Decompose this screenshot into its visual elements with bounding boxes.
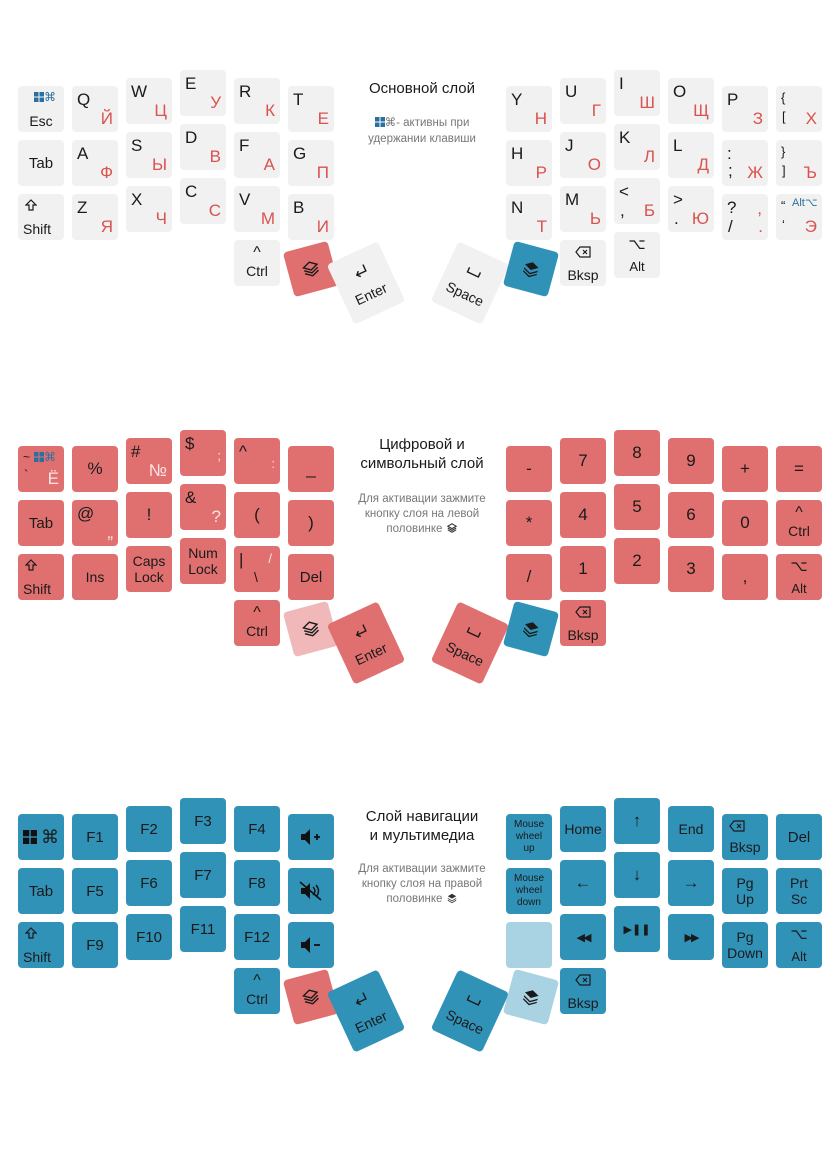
key-f10[interactable]: F10 [126,914,172,960]
backspace-icon [729,820,745,832]
layers-icon [446,522,458,534]
key-end[interactable]: End [668,806,714,852]
key-r[interactable]: R К [234,78,280,124]
layers-icon [446,892,458,904]
play-pause-icon: ▶❚❚ [623,923,651,936]
key-5[interactable]: 5 [614,484,660,530]
key-play-pause[interactable] [614,906,660,952]
key-f1[interactable]: F1 [72,814,118,860]
arrow-right-icon: → [682,873,700,892]
key-win[interactable] [18,814,64,860]
key-hash[interactable]: # № [126,438,172,484]
fast-forward-icon: ▶▶ [684,931,698,944]
layers-icon [519,985,543,1009]
ctrl-icon: ^ [253,604,261,621]
command-icon: ⌘ [44,450,56,464]
key-arrow-up[interactable] [614,798,660,844]
key-asterisk[interactable]: * [506,500,552,546]
key-mouse-wheel-up[interactable]: Mouse wheel up [506,814,552,860]
key-empty[interactable] [506,922,552,968]
key-insert[interactable]: Ins [72,554,118,600]
key-comma[interactable]: , [722,554,768,600]
key-arrow-left[interactable] [560,860,606,906]
key-caret[interactable]: ^ : [234,438,280,484]
layer-title: Цифровой и символьный слой [360,436,484,472]
key-left-paren[interactable]: ( [234,492,280,538]
key-bksp[interactable]: Bksp [560,240,606,286]
key-space[interactable]: Space [431,969,510,1052]
key-k[interactable]: K Л [614,124,660,170]
rewind-icon: ◀◀ [576,931,590,944]
key-delete[interactable]: Del [776,814,822,860]
key-bksp[interactable]: Bksp [560,968,606,1014]
key-tab[interactable]: Tab [18,500,64,546]
key-f5[interactable]: F5 [72,868,118,914]
key-shift[interactable]: Shift [18,554,64,600]
key-b[interactable]: B И [288,194,334,240]
key-page-up[interactable]: Pg Up [722,868,768,914]
ctrl-icon: ^ [253,972,261,989]
key-comma[interactable]: < , Б [614,178,660,224]
key-z[interactable]: Z Я [72,194,118,240]
key-arrow-down[interactable] [614,852,660,898]
key-at[interactable]: @ „ [72,500,118,546]
key-a[interactable]: A Ф [72,140,118,186]
space-icon [466,266,482,279]
backspace-icon [575,246,591,258]
key-f9[interactable]: F9 [72,922,118,968]
shift-icon [25,199,37,211]
key-esc[interactable]: ⌘ Esc [18,86,64,132]
key-tab[interactable]: Tab [18,140,64,186]
key-o[interactable]: O Щ [668,78,714,124]
key-f2[interactable]: F2 [126,806,172,852]
key-2[interactable]: 2 [614,538,660,584]
key-plus[interactable]: + [722,446,768,492]
key-l[interactable]: L Д [668,132,714,178]
key-0[interactable]: 0 [722,500,768,546]
key-quote[interactable]: “ Alt⌥ ‘ Э [776,194,822,240]
key-space[interactable]: Space [431,241,510,324]
key-rewind[interactable] [560,914,606,960]
key-equals[interactable]: = [776,446,822,492]
layer-symbols [0,360,840,690]
key-alt[interactable]: ⌥ Alt [776,554,822,600]
layer-note: Для активации зажмите кнопку слоя на правой половинке [358,863,486,905]
space-icon [466,626,482,639]
key-v[interactable]: V М [234,186,280,232]
layer-title: Основной слой [368,80,476,97]
key-tilde[interactable]: ~ ⌘ ` Ё [18,446,64,492]
key-f8[interactable]: F8 [234,860,280,906]
layers-icon [299,617,323,641]
layer-navigation [0,728,840,1058]
key-j[interactable]: J О [560,132,606,178]
backspace-icon [575,606,591,618]
key-t[interactable]: T Е [288,86,334,132]
key-right-paren[interactable]: ) [288,500,334,546]
key-f[interactable]: F А [234,132,280,178]
key-underscore[interactable]: _ [288,446,334,492]
key-u[interactable]: U Г [560,78,606,124]
key-tab[interactable]: Tab [18,868,64,914]
windows-icon [23,830,37,844]
key-x[interactable]: X Ч [126,186,172,232]
layer-note: Для активации зажмите кнопку слоя на левой половинке [358,493,486,535]
key-f7[interactable]: F7 [180,852,226,898]
key-g[interactable]: G П [288,140,334,186]
key-fast-forward[interactable] [668,914,714,960]
arrow-down-icon: ↓ [632,865,642,884]
key-8[interactable]: 8 [614,430,660,476]
enter-icon [351,262,371,281]
key-layer-right[interactable] [503,969,559,1025]
key-s[interactable]: S Ы [126,132,172,178]
option-icon: ⌥ [628,236,646,253]
command-icon: ⌘ [44,90,56,104]
key-volume-up[interactable] [288,814,334,860]
enter-icon [351,990,371,1009]
key-slash[interactable]: ? / , . [722,194,768,240]
arrow-up-icon: ↑ [632,811,642,830]
key-percent[interactable]: % [72,446,118,492]
key-ampersand[interactable]: & ? [180,484,226,530]
key-y[interactable]: Y Н [506,86,552,132]
backspace-icon [575,974,591,986]
key-exclamation[interactable]: ! [126,492,172,538]
key-home[interactable]: Home [560,806,606,852]
ctrl-icon: ^ [795,504,803,521]
layers-icon [299,985,323,1009]
key-page-down[interactable]: Pg Down [722,922,768,968]
enter-icon [351,622,371,641]
key-6[interactable]: 6 [668,492,714,538]
mute-icon [299,881,323,901]
key-bracket[interactable]: { [ Х [776,86,822,132]
key-mute[interactable] [288,868,334,914]
key-f3[interactable]: F3 [180,798,226,844]
key-bksp[interactable]: Bksp [560,600,606,646]
key-caps-lock[interactable]: Caps Lock [126,546,172,592]
key-minus[interactable]: - [506,446,552,492]
key-ctrl[interactable]: ^ Ctrl [234,240,280,286]
layers-icon [299,257,323,281]
option-icon: ⌥ [790,558,808,575]
key-dot[interactable]: > . Ю [668,186,714,232]
key-d[interactable]: D В [180,124,226,170]
layer-note: ⌘- активны при удержании клавиши [368,117,476,145]
key-layer-right[interactable] [503,241,559,297]
key-arrow-right[interactable] [668,860,714,906]
key-alt[interactable]: ⌥ Alt [614,232,660,278]
key-3[interactable]: 3 [668,546,714,592]
layer-base [0,0,840,330]
key-alt[interactable]: ⌥ Alt [776,922,822,968]
key-e[interactable]: E У [180,70,226,116]
key-w[interactable]: W Ц [126,78,172,124]
volume-down-icon [299,935,323,955]
key-4[interactable]: 4 [560,492,606,538]
key-mouse-wheel-down[interactable]: Mouse wheel down [506,868,552,914]
volume-up-icon [299,827,323,847]
key-dollar[interactable]: $ ; [180,430,226,476]
key-num-lock[interactable]: Num Lock [180,538,226,584]
key-p[interactable]: P З [722,86,768,132]
key-print-screen[interactable]: Prt Sc [776,868,822,914]
arrow-left-icon: ← [574,873,592,892]
ctrl-icon: ^ [253,244,261,261]
key-c[interactable]: C С [180,178,226,224]
key-9[interactable]: 9 [668,438,714,484]
key-f11[interactable]: F11 [180,906,226,952]
key-f12[interactable]: F12 [234,914,280,960]
command-icon: ⌘ [41,826,59,847]
key-h[interactable]: H Р [506,140,552,186]
key-f6[interactable]: F6 [126,860,172,906]
key-enter[interactable]: Enter [327,601,406,684]
space-icon [466,994,482,1007]
key-bksp-nav[interactable]: Bksp [722,814,768,860]
shift-icon [25,927,37,939]
key-shift[interactable]: Shift [18,194,64,240]
windows-icon [34,92,44,102]
key-right-ctrl[interactable]: ^ Ctrl [776,500,822,546]
key-delete[interactable]: Del [288,554,334,600]
key-q[interactable]: Q Й [72,86,118,132]
option-icon: Alt⌥ [792,197,818,209]
key-f4[interactable]: F4 [234,806,280,852]
windows-icon [34,452,44,462]
key-enter[interactable]: Enter [327,241,406,324]
key-ctrl[interactable]: ^ Ctrl [234,968,280,1014]
key-m[interactable]: M Ь [560,186,606,232]
layer-title: Слой навигации и мультимедиа [365,808,479,844]
key-enter[interactable]: Enter [327,969,406,1052]
key-layer-right[interactable] [503,601,559,657]
option-icon: ⌥ [790,926,808,943]
layers-icon [519,617,543,641]
shift-icon [25,559,37,571]
key-i[interactable]: I Ш [614,70,660,116]
layers-icon [519,257,543,281]
key-7[interactable]: 7 [560,438,606,484]
key-pipe[interactable]: | / \ [234,546,280,592]
windows-icon [375,117,385,132]
key-slash[interactable]: / [506,554,552,600]
key-n[interactable]: N Т [506,194,552,240]
key-close-bracket[interactable]: } ] Ъ [776,140,822,186]
key-space[interactable]: Space [431,601,510,684]
key-shift[interactable]: Shift [18,922,64,968]
key-1[interactable]: 1 [560,546,606,592]
key-volume-down[interactable] [288,922,334,968]
key-ctrl[interactable]: ^ Ctrl [234,600,280,646]
key-semicolon[interactable]: : ; Ж [722,140,768,186]
